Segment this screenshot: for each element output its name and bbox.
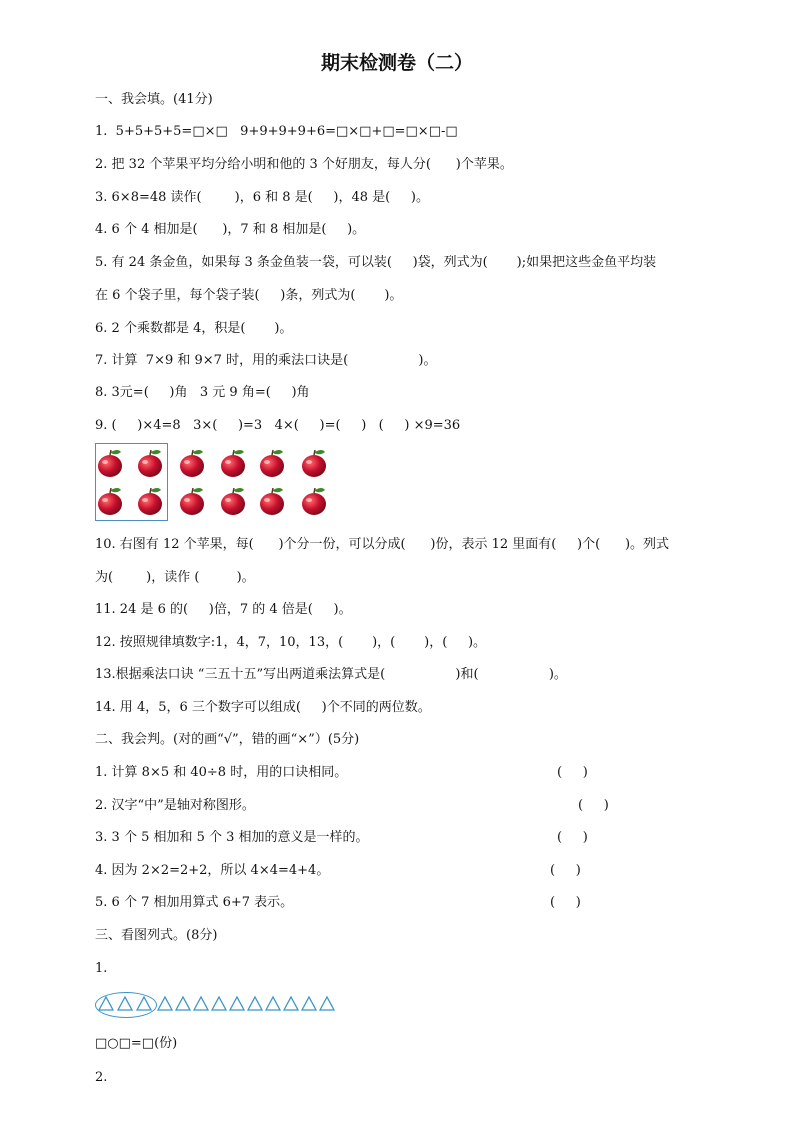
fill-q10-cont: 为( )，读作 ( )。 xyxy=(95,570,255,585)
triangle-4 xyxy=(158,997,172,1010)
fill-q4: 4. 6 个 4 相加是( )，7 和 8 相加是( )。 xyxy=(95,222,366,237)
section-3-heading: 三、看图列式。(8分) xyxy=(95,928,218,943)
fill-q14: 14. 用 4，5，6 三个数字可以组成( )个不同的两位数。 xyxy=(95,700,431,715)
triangle-6 xyxy=(194,997,208,1010)
judge-q1: 1. 计算 8×5 和 40÷8 时，用的口诀相同。 xyxy=(95,765,348,780)
judge-q5: 5. 6 个 7 相加用算式 6+7 表示。 xyxy=(95,895,294,910)
triangle-13 xyxy=(320,997,334,1010)
picture-q2-label: 2. xyxy=(95,1070,108,1085)
judge-q3-bracket[interactable]: ( ) xyxy=(557,830,588,845)
triangle-7 xyxy=(212,997,226,1010)
apple-7 xyxy=(98,488,122,515)
apple-5 xyxy=(260,450,284,477)
triangle-10 xyxy=(266,997,280,1010)
fill-q5: 5. 有 24 条金鱼，如果每 3 条金鱼装一袋，可以装( )袋，列式为( );如果把这些金鱼平均装 xyxy=(95,255,657,270)
picture-q1-answer: □○□=□(份) xyxy=(95,1036,178,1051)
apples-picture xyxy=(95,443,335,523)
triangle-9 xyxy=(248,997,262,1010)
triangle-row xyxy=(95,990,335,1018)
fill-q9: 9. ( )×4=8 3×( )=3 4×( )=( ) ( ) ×9=36 xyxy=(95,418,461,433)
judge-q5-bracket[interactable]: ( ) xyxy=(550,895,581,910)
section-1-heading: 一、我会填。(41分) xyxy=(95,92,213,107)
fill-q6: 6. 2 个乘数都是 4，积是( )。 xyxy=(95,321,293,336)
apple-1 xyxy=(98,450,122,477)
fill-q3: 3. 6×8=48 读作( )，6 和 8 是( )，48 是( )。 xyxy=(95,190,429,205)
section-2-heading: 二、我会判。(对的画“√”，错的画“×”）(5分) xyxy=(95,732,360,747)
apple-3 xyxy=(180,450,204,477)
judge-q3: 3. 3 个 5 相加和 5 个 3 相加的意义是一样的。 xyxy=(95,830,369,845)
fill-q13: 13.根据乘法口诀 “三五十五”写出两道乘法算式是( )和( )。 xyxy=(95,667,567,682)
fill-q10: 10. 右图有 12 个苹果，每( )个分一份，可以分成( )份，表示 12 里面有( )个( )。列式 xyxy=(95,537,670,552)
fill-q2: 2. 把 32 个苹果平均分给小明和他的 3 个好朋友，每人分( )个苹果。 xyxy=(95,157,513,172)
fill-q12: 12. 按照规律填数字:1，4，7，10，13，( )，( )，( )。 xyxy=(95,635,487,650)
picture-q1-label: 1. xyxy=(95,961,108,976)
judge-q2: 2. 汉字“中”是轴对称图形。 xyxy=(95,798,255,813)
apple-9 xyxy=(180,488,204,515)
apple-8 xyxy=(138,488,162,515)
fill-q1: 1. 5+5+5+5=□×□ 9+9+9+9+6=□×□+□=□×□-□ xyxy=(95,124,458,139)
triangle-3 xyxy=(137,997,151,1010)
judge-q2-bracket[interactable]: ( ) xyxy=(578,798,609,813)
fill-q7: 7. 计算 7×9 和 9×7 时，用的乘法口诀是( )。 xyxy=(95,353,437,368)
judge-q1-bracket[interactable]: ( ) xyxy=(557,765,588,780)
apple-6 xyxy=(302,450,326,477)
triangle-1 xyxy=(99,997,113,1010)
triangle-2 xyxy=(118,997,132,1010)
fill-q8: 8. 3元=( )角 3 元 9 角=( )角 xyxy=(95,385,310,400)
triangle-12 xyxy=(302,997,316,1010)
apple-4 xyxy=(221,450,245,477)
page-title: 期末检测卷（二） xyxy=(320,52,473,74)
triangle-11 xyxy=(284,997,298,1010)
apples-svg xyxy=(95,443,335,523)
fill-q5-cont: 在 6 个袋子里，每个袋子装( )条，列式为( )。 xyxy=(95,288,403,303)
apple-10 xyxy=(221,488,245,515)
triangles-svg xyxy=(95,990,335,1018)
apple-2 xyxy=(138,450,162,477)
judge-q4-bracket[interactable]: ( ) xyxy=(550,863,581,878)
judge-q4: 4. 因为 2×2=2+2，所以 4×4=4+4。 xyxy=(95,863,330,878)
apple-11 xyxy=(260,488,284,515)
fill-q11: 11. 24 是 6 的( )倍，7 的 4 倍是( )。 xyxy=(95,602,352,617)
triangle-8 xyxy=(230,997,244,1010)
apple-12 xyxy=(302,488,326,515)
triangle-5 xyxy=(176,997,190,1010)
